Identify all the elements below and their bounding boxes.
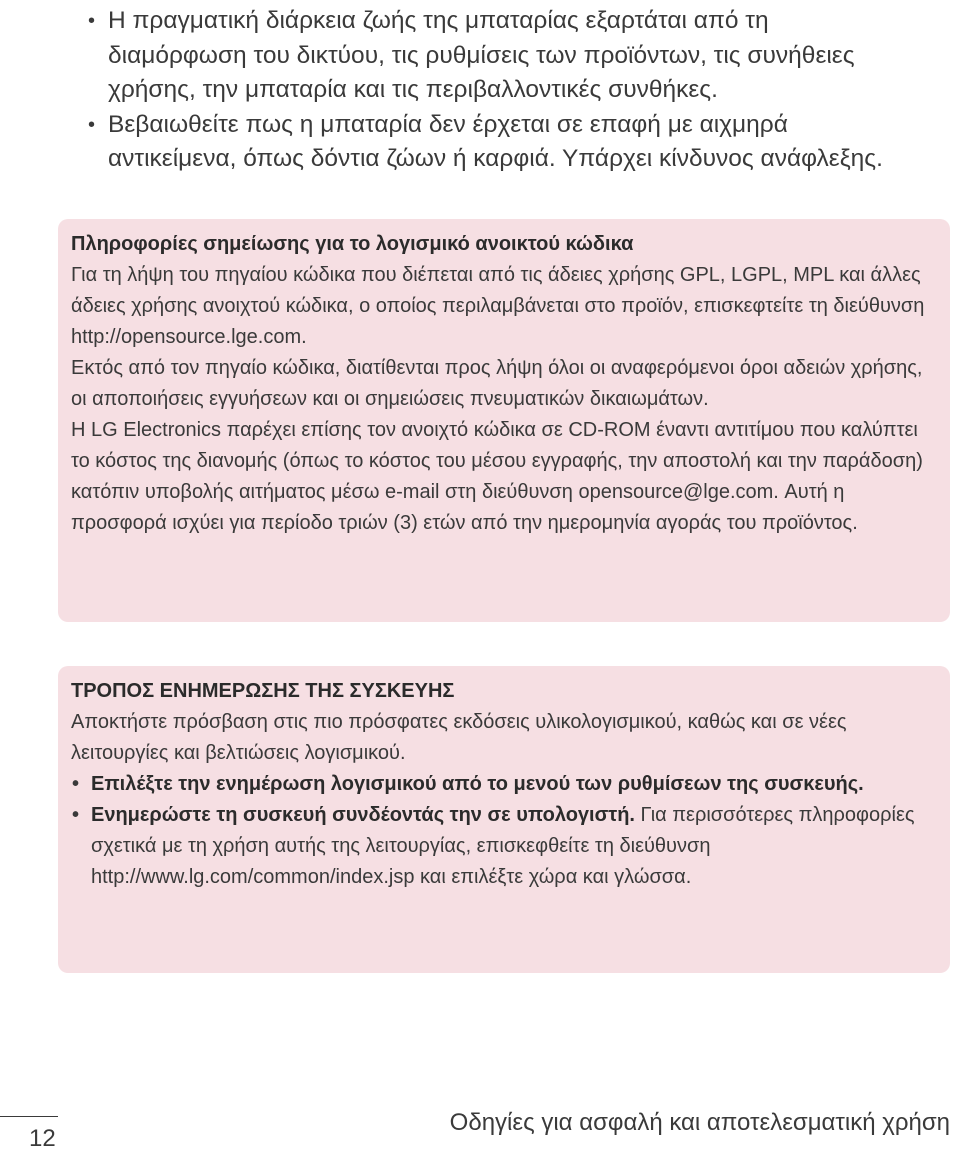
open-source-paragraph-2: Εκτός από τον πηγαίο κώδικα, διατίθενται προς λήψη όλοι οι αναφερόμενοι όροι αδειών χρήσης, οι αποποιήσεις εγγυήσεων και οι σημειώσεις πνευματικών δικαιωμάτων. <box>71 357 923 410</box>
battery-bullet-list <box>88 4 888 177</box>
device-update-title: ΤΡΟΠΟΣ ΕΝΗΜΕΡΩΣΗΣ ΤΗΣ ΣΥΣΚΕΥΗΣ <box>71 680 455 702</box>
page-number: 12 <box>29 1125 56 1152</box>
device-update-bullet-2-bold: Ενημερώστε τη συσκευή συνδέοντάς την σε υπολογιστή. <box>91 804 635 826</box>
footer-divider <box>0 1116 58 1117</box>
open-source-paragraph-3: Η LG Electronics παρέχει επίσης τον ανοιχτό κώδικα σε CD-ROM έναντι αντιτίμου που καλύπτει το κόστος της διανομής (όπως το κόστος του μέσου εγγραφής, την αποστολή και την παράδοση) κατόπιν υποβολής αιτήματος μέσω e-mail στη διεύθυνση opensource@lge.com. Αυτή η προσφορά ισχύει για περίοδο τριών (3) ετών από την ημερομηνία αγοράς του προϊόντος. <box>71 419 923 534</box>
device-update-bullet-1-text: Επιλέξτε την ενημέρωση λογισμικού από το μενού των ρυθμίσεων της συσκευής. <box>91 773 864 795</box>
device-update-box <box>58 666 950 973</box>
footer-section-title: Οδηγίες για ασφαλή και αποτελεσματική χρήση <box>449 1109 950 1136</box>
device-update-bullet-2-rest: Για περισσότερες πληροφορίες σχετικά με τη χρήση αυτής της λειτουργίας, επισκεφθείτε τη διεύθυνση http://www.lg.com/common/index.jsp και επιλέξτε χώρα και γλώσσα. <box>91 804 915 888</box>
open-source-paragraph-1: Για τη λήψη του πηγαίου κώδικα που διέπεται από τις άδειες χρήσης GPL, LGPL, MPL και άλλες άδειες χρήσης ανοιχτού κώδικα, ο οποίος περιλαμβάνεται στο προϊόν, επισκεφτείτε τη διεύθυνση http://opensource.lge.com. <box>71 264 925 348</box>
bullet-battery-life: • Η πραγματική διάρκεια ζωής της μπαταρίας εξαρτάται από τη διαμόρφωση του δικτύου, τις ρυθμίσεις των προϊόντων, τις συνήθειες χρήσης, την μπαταρία και τις περιβαλλοντικές συνθήκες. <box>88 4 888 108</box>
bullet-sharp-objects: • Βεβαιωθείτε πως η μπαταρία δεν έρχεται σε επαφή με αιχμηρά αντικείμενα, όπως δόντια ζώων ή καρφιά. Υπάρχει κίνδυνος ανάφλεξης. <box>88 108 888 177</box>
device-update-bullet-1 <box>71 769 936 800</box>
device-update-list <box>71 769 936 893</box>
open-source-title: Πληροφορίες σημείωσης για το λογισμικό ανοικτού κώδικα <box>71 233 634 255</box>
open-source-notice-box <box>58 219 950 622</box>
device-update-intro: Αποκτήστε πρόσβαση στις πιο πρόσφατες εκδόσεις υλικολογισμικού, καθώς και σε νέες λειτουργίες και βελτιώσεις λογισμικού. <box>71 711 847 764</box>
device-update-bullet-2 <box>71 800 936 893</box>
